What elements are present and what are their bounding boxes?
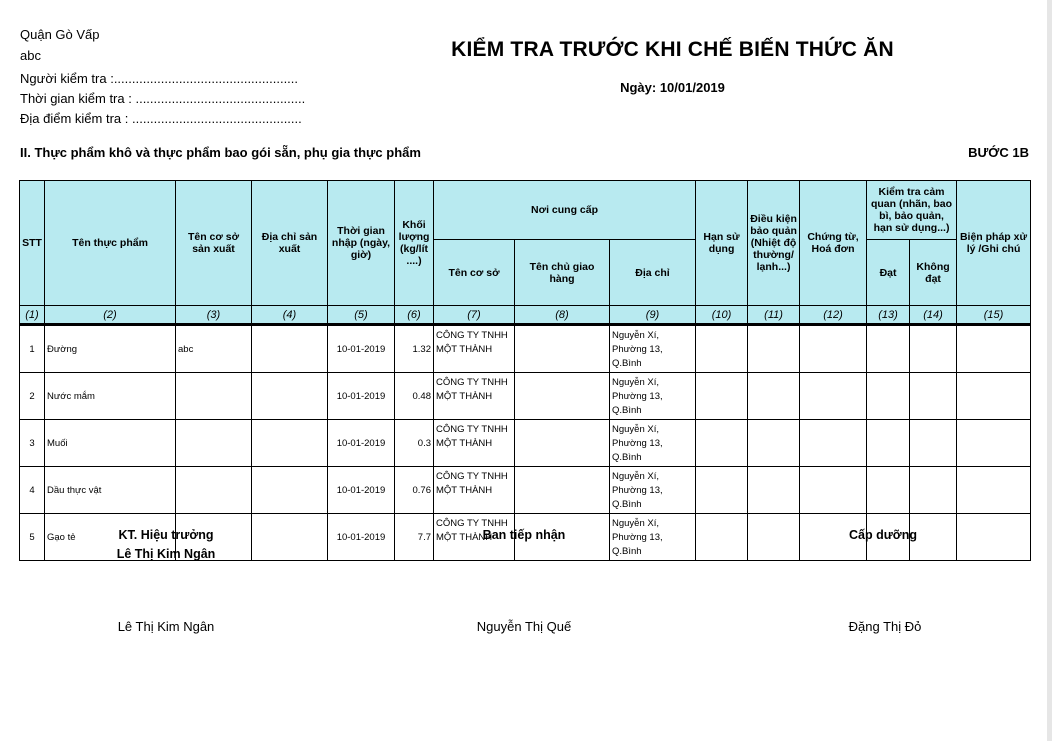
col-weight: Khối lượng (kg/lít ....) (395, 181, 434, 306)
column-index-row (20, 306, 1031, 325)
col-deliverer: Tên chủ giao hàng (515, 240, 610, 306)
col-fail: Không đạt (910, 240, 957, 306)
row-food: Dầu thực vật (45, 467, 176, 514)
row-storage (748, 514, 800, 561)
index-cell: (3) (176, 306, 252, 325)
row-supplier: CÔNG TY TNHH MỘT THÀNH (434, 373, 515, 420)
time-label: Thời gian kiểm tra : (20, 91, 132, 106)
row-supplier: CÔNG TY TNHH MỘT THÀNH (434, 420, 515, 467)
place-line (20, 111, 302, 127)
col-pass: Đạt (867, 240, 910, 306)
time-line (20, 91, 305, 107)
col-food: Tên thực phẩm (45, 181, 176, 306)
row-food: Đường (45, 325, 176, 373)
row-import-time: 10-01-2019 (328, 325, 395, 373)
col-producer-address: Địa chỉ sản xuất (252, 181, 328, 306)
school-name: abc (20, 48, 41, 63)
table-row (20, 420, 1031, 467)
row-producer-address (252, 514, 328, 561)
row-deliverer (515, 467, 610, 514)
inspector-label: Người kiểm tra : (20, 71, 114, 86)
row-producer (176, 373, 252, 420)
inspection-date: Ngày: 10/01/2019 (620, 80, 725, 95)
principal-title: KT. Hiệu trưởng (118, 528, 214, 542)
row-storage (748, 467, 800, 514)
kitchen-title: Cấp dưỡng (849, 528, 917, 542)
row-documents (800, 467, 867, 514)
row-expiry (696, 373, 748, 420)
table-row (20, 467, 1031, 514)
index-cell: (5) (328, 306, 395, 325)
row-producer-address (252, 467, 328, 514)
index-cell: (1) (20, 306, 45, 325)
index-cell: (7) (434, 306, 515, 325)
row-address: Nguyễn Xí, Phường 13, Q.Bình (610, 514, 696, 561)
index-cell: (10) (696, 306, 748, 325)
row-fail (910, 467, 957, 514)
col-import-time: Thời gian nhập (ngày, giờ) (328, 181, 395, 306)
row-import-time: 10-01-2019 (328, 514, 395, 561)
row-producer-address (252, 373, 328, 420)
place-dots: ............................................... (132, 111, 302, 126)
page-title: KIỂM TRA TRƯỚC KHI CHẾ BIẾN THỨC ĂN (451, 38, 894, 61)
row-remedy (957, 420, 1031, 467)
row-stt: 4 (20, 467, 45, 514)
table-row (20, 325, 1031, 373)
row-producer-address (252, 325, 328, 373)
col-supplier-name: Tên cơ sở (434, 240, 515, 306)
index-cell: (14) (910, 306, 957, 325)
row-pass (867, 467, 910, 514)
col-remedy: Biện pháp xử lý /Ghi chú (957, 181, 1031, 306)
row-weight: 7.7 (395, 514, 434, 561)
row-expiry (696, 514, 748, 561)
index-cell: (6) (395, 306, 434, 325)
section-title: II. Thực phẩm khô và thực phẩm bao gói sẵn, phụ gia thực phẩm (20, 145, 421, 160)
row-remedy (957, 373, 1031, 420)
col-storage: Điều kiện bảo quản (Nhiệt độ thường/ lạnh...) (748, 181, 800, 306)
step-label: BƯỚC 1B (968, 145, 1029, 160)
index-cell: (11) (748, 306, 800, 325)
row-producer (176, 420, 252, 467)
index-cell: (2) (45, 306, 176, 325)
row-storage (748, 373, 800, 420)
row-stt: 3 (20, 420, 45, 467)
row-remedy (957, 514, 1031, 561)
row-remedy (957, 325, 1031, 373)
row-pass (867, 325, 910, 373)
row-stt: 5 (20, 514, 45, 561)
principal-subtitle: Lê Thị Kim Ngân (116, 547, 216, 561)
row-stt: 1 (20, 325, 45, 373)
col-supplier-group: Nơi cung cấp (434, 181, 696, 240)
col-address: Địa chỉ (610, 240, 696, 306)
index-cell: (9) (610, 306, 696, 325)
row-food: Nước mắm (45, 373, 176, 420)
row-fail (910, 373, 957, 420)
row-address: Nguyễn Xí, Phường 13, Q.Bình (610, 420, 696, 467)
row-pass (867, 373, 910, 420)
place-label: Địa điểm kiểm tra : (20, 111, 129, 126)
district-label: Quận Gò Vấp (20, 27, 100, 42)
index-cell: (15) (957, 306, 1031, 325)
row-storage (748, 420, 800, 467)
row-deliverer (515, 420, 610, 467)
row-import-time: 10-01-2019 (328, 373, 395, 420)
inspection-table (19, 180, 1031, 561)
col-documents: Chứng từ, Hoá đơn (800, 181, 867, 306)
row-address: Nguyễn Xí, Phường 13, Q.Bình (610, 373, 696, 420)
row-fail (910, 325, 957, 373)
row-weight: 0.3 (395, 420, 434, 467)
col-sensory-group: Kiểm tra cảm quan (nhãn, bao bì, bảo quản, hạn sử dụng...) (867, 181, 957, 240)
row-remedy (957, 467, 1031, 514)
row-producer-address (252, 420, 328, 467)
row-documents (800, 325, 867, 373)
row-stt: 2 (20, 373, 45, 420)
row-storage (748, 325, 800, 373)
col-expiry: Hạn sử dụng (696, 181, 748, 306)
row-food: Gạo tẻ (45, 514, 176, 561)
inspector-dots: ................................................... (113, 71, 299, 86)
row-expiry (696, 420, 748, 467)
table-row (20, 373, 1031, 420)
row-pass (867, 420, 910, 467)
index-cell: (8) (515, 306, 610, 325)
row-weight: 0.76 (395, 467, 434, 514)
row-documents (800, 420, 867, 467)
col-producer: Tên cơ sở sản xuất (176, 181, 252, 306)
row-producer: abc (176, 325, 252, 373)
row-address: Nguyễn Xí, Phường 13, Q.Bình (610, 325, 696, 373)
row-supplier: CÔNG TY TNHH MỘT THÀNH (434, 325, 515, 373)
kitchen-name: Đặng Thị Đỏ (848, 619, 922, 634)
row-deliverer (515, 373, 610, 420)
receiver-title: Ban tiếp nhận (482, 528, 566, 542)
row-food: Muối (45, 420, 176, 467)
row-deliverer (515, 325, 610, 373)
index-cell: (4) (252, 306, 328, 325)
row-supplier: CÔNG TY TNHH MỘT THÀNH (434, 467, 515, 514)
page-edge (1047, 0, 1052, 741)
row-import-time: 10-01-2019 (328, 467, 395, 514)
inspector-line (20, 71, 298, 87)
col-stt: STT (20, 181, 45, 306)
time-dots: ............................................... (135, 91, 306, 106)
row-supplier: CÔNG TY TNHH MỘT THÀNH (434, 514, 515, 561)
row-fail (910, 420, 957, 467)
row-documents (800, 373, 867, 420)
index-cell: (13) (867, 306, 910, 325)
row-weight: 0.48 (395, 373, 434, 420)
row-address: Nguyễn Xí, Phường 13, Q.Bình (610, 467, 696, 514)
row-expiry (696, 467, 748, 514)
index-cell: (12) (800, 306, 867, 325)
principal-name: Lê Thị Kim Ngân (117, 619, 215, 634)
row-expiry (696, 325, 748, 373)
row-producer (176, 467, 252, 514)
row-import-time: 10-01-2019 (328, 420, 395, 467)
row-weight: 1.32 (395, 325, 434, 373)
receiver-name: Nguyễn Thị Quế (476, 619, 572, 634)
